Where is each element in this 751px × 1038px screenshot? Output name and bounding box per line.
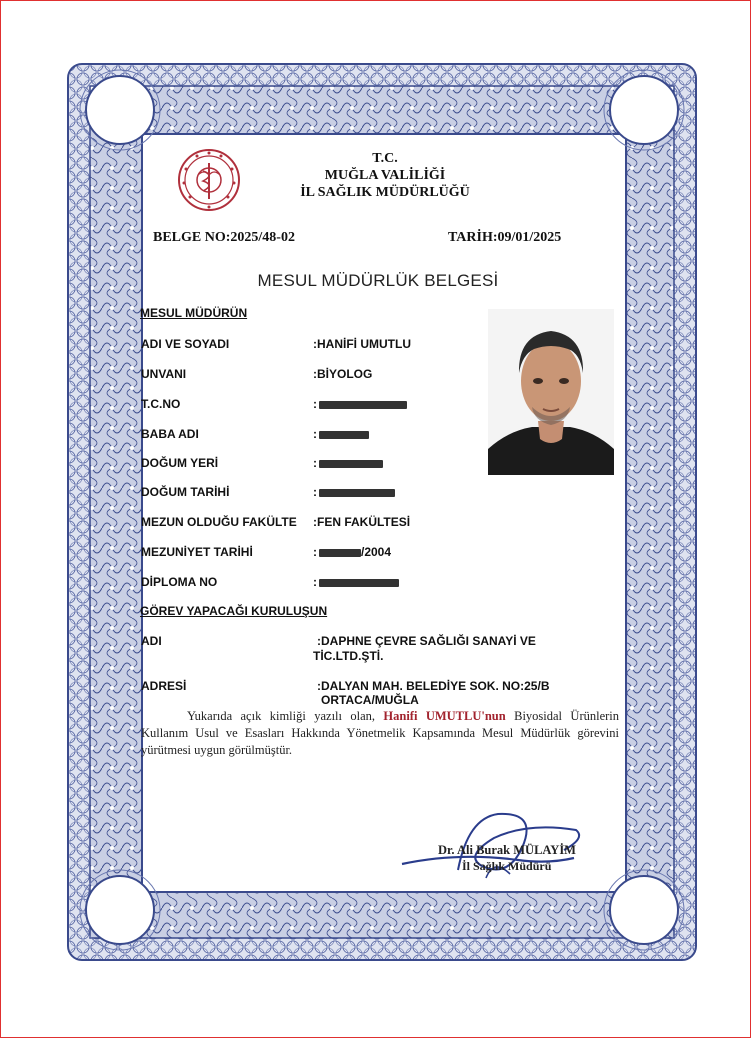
label-dogum-tarihi: DOĞUM TARİHİ bbox=[141, 485, 230, 499]
redaction bbox=[319, 579, 399, 587]
redaction bbox=[319, 460, 383, 468]
document-title: MESUL MÜDÜRLÜK BELGESİ bbox=[257, 271, 499, 290]
label-dogum-yeri: DOĞUM YERİ bbox=[141, 456, 219, 470]
value-mezun-fakulte: :FEN FAKÜLTESİ bbox=[313, 515, 411, 529]
header-mudurluk: İL SAĞLIK MÜDÜRLÜĞÜ bbox=[300, 185, 470, 200]
label-kurulus-adi: ADI bbox=[141, 634, 162, 648]
value-mezuniyet-tarihi: : /2004 bbox=[313, 545, 392, 559]
header-tc: T.C. bbox=[372, 151, 398, 166]
value-kurulus-adi-line2: TİC.LTD.ŞTİ. bbox=[313, 649, 384, 663]
label-tc-no: T.C.NO bbox=[141, 397, 181, 411]
signatory-title: İl Sağlık Müdürü bbox=[462, 859, 552, 873]
label-unvani: UNVANI bbox=[141, 367, 187, 381]
value-dogum-yeri: : bbox=[313, 456, 383, 470]
redaction bbox=[319, 549, 361, 557]
portrait-photo bbox=[488, 309, 614, 475]
label-mezun-fakulte: MEZUN OLDUĞU FAKÜLTE bbox=[141, 515, 297, 529]
label-adi-soyadi: ADI VE SOYADI bbox=[141, 337, 230, 351]
value-dogum-tarihi: : bbox=[313, 485, 395, 499]
redaction bbox=[319, 431, 369, 439]
value-tc-no: : bbox=[313, 397, 407, 411]
header-valilik: MUĞLA VALİLİĞİ bbox=[324, 168, 446, 183]
value-baba-adi: : bbox=[313, 427, 369, 441]
value-adres-line2: ORTACA/MUĞLA bbox=[321, 693, 419, 707]
label-diploma-no: DİPLOMA NO bbox=[141, 575, 218, 589]
section-kurulus-heading: GÖREV YAPACAĞI KURULUŞUN bbox=[140, 604, 328, 618]
value-unvani: :BİYOLOG bbox=[313, 367, 373, 381]
value-diploma-no: : bbox=[313, 575, 399, 589]
value-kurulus-adi-line1: :DAPHNE ÇEVRE SAĞLIĞI SANAYİ VE bbox=[317, 634, 536, 648]
signatory-name: Dr. Ali Burak MÜLAYİM bbox=[438, 843, 576, 857]
section-mesul-heading: MESUL MÜDÜRÜN bbox=[140, 306, 248, 320]
value-adres-line1: :DALYAN MAH. BELEDİYE SOK. NO:25/B bbox=[317, 679, 550, 693]
label-baba-adi: BABA ADI bbox=[141, 427, 199, 441]
label-adres: ADRESİ bbox=[141, 679, 187, 693]
highlighted-name: Hanifi UMUTLU'nun bbox=[383, 709, 506, 723]
label-mezuniyet-tarihi: MEZUNİYET TARİHİ bbox=[141, 545, 253, 559]
value-adi-soyadi: :HANİFİ UMUTLU bbox=[313, 337, 411, 351]
tarih: TARİH:09/01/2025 bbox=[448, 230, 562, 245]
belge-no: BELGE NO:2025/48-02 bbox=[153, 230, 295, 245]
redaction bbox=[319, 401, 407, 409]
approval-paragraph: Yukarıda açık kimliği yazılı olan, Hanifi UMUTLU'nun Biyosidal Ürünlerin Kullanım Usul ve Esasları Hakkında Yönetmelik Kapsamında Mesul Müdürlük görevini yürütmesi uygun görülmüştür. bbox=[141, 709, 620, 757]
ministry-seal-logo bbox=[176, 145, 242, 217]
redaction bbox=[319, 489, 395, 497]
